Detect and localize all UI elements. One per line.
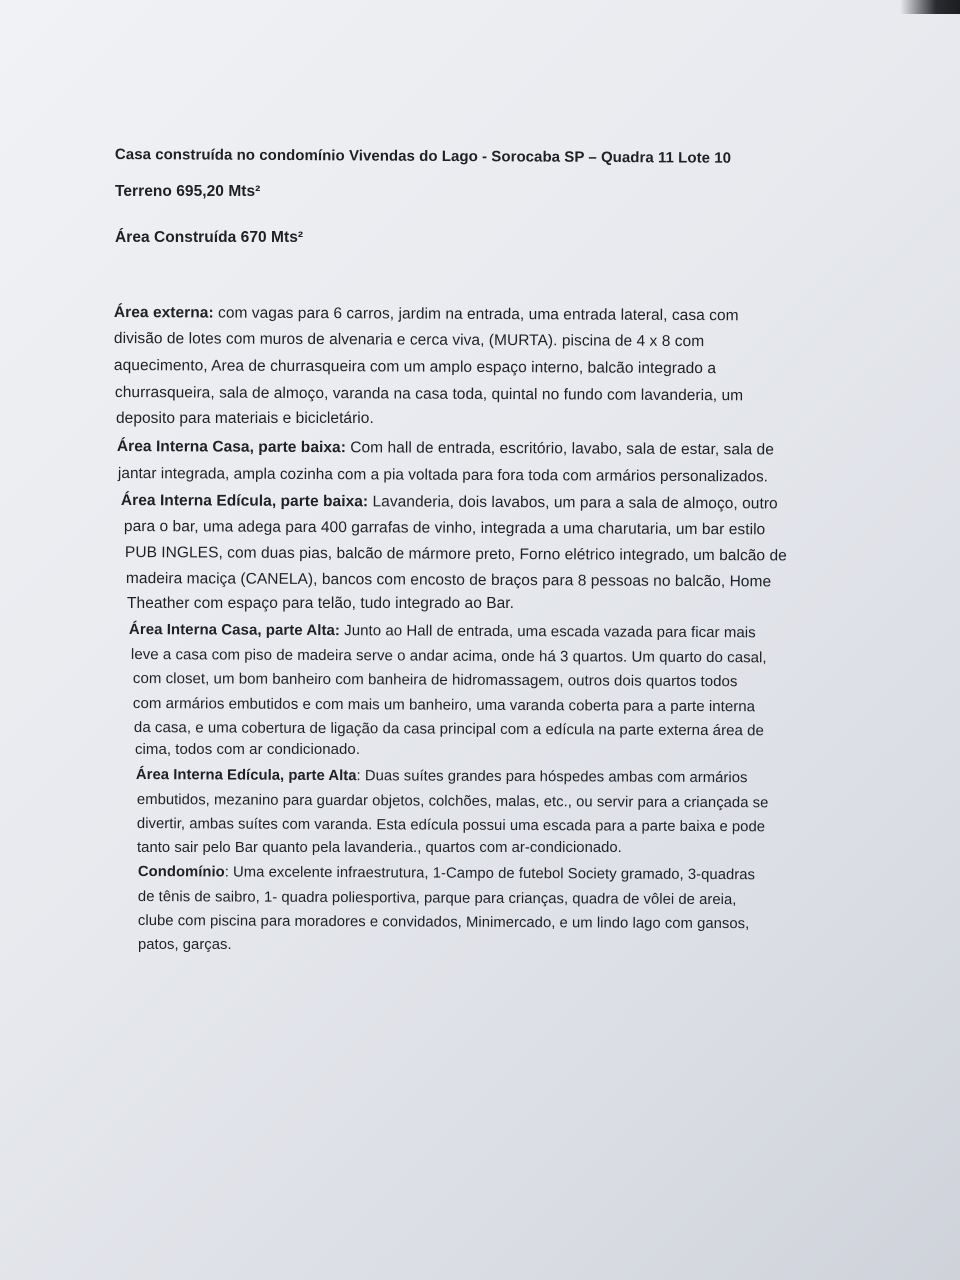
paragraph-casa-baixa-line-1 <box>117 438 774 459</box>
paragraph-area-externa-line-5: deposito para materiais e bicicletário. <box>116 410 374 427</box>
paragraph-edicula-alta-line-4: tanto sair pelo Bar quanto pela lavanderia., quartos com ar-condicionado. <box>137 840 622 856</box>
area-construida-line: Área Construída 670 Mts² <box>115 229 304 246</box>
paragraph-condominio-line-4: patos, garças. <box>138 937 232 953</box>
text: com vagas para 6 carros, jardim na entrada, uma entrada lateral, casa com <box>213 304 739 325</box>
text: Junto ao Hall de entrada, uma escada vazada para ficar mais <box>339 622 756 642</box>
terreno-line: Terreno 695,20 Mts² <box>115 183 261 200</box>
paragraph-edicula-baixa-line-1 <box>121 492 778 513</box>
paragraph-edicula-baixa-line-2: para o bar, uma adega para 400 garrafas de vinho, integrada a uma charutaria, um bar estilo <box>123 518 766 539</box>
paragraph-edicula-baixa-line-4: madeira maciça (CANELA), bancos com encosto de braços para 8 pessoas no balcão, Home <box>125 570 772 591</box>
text: : Duas suítes grandes para hóspedes ambas com armários <box>356 768 748 787</box>
paragraph-area-externa-line-2: divisão de lotes com muros de alvenaria e cerca viva, (MURTA). piscina de 4 x 8 com <box>113 330 705 351</box>
paragraph-casa-alta-line-4: com armários embutidos e com mais um banheiro, uma varanda coberta para a parte interna <box>132 695 756 716</box>
paragraph-condominio-line-3: clube com piscina para moradores e convidados, Minimercado, e um lindo lago com gansos, <box>137 913 750 933</box>
paragraph-edicula-baixa-line-3: PUB INGLES, com duas pias, balcão de mármore preto, Forno elétrico integrado, um balcão de <box>124 544 787 565</box>
paragraph-area-externa-line-1 <box>114 304 739 325</box>
paragraph-casa-alta-line-6: cima, todos com ar condicionado. <box>135 741 361 758</box>
paragraph-condominio-line-1 <box>138 864 755 883</box>
paragraph-edicula-alta-line-3: divertir, ambas suítes com varanda. Esta edícula possui uma escada para a parte baixa e pode <box>136 816 766 836</box>
paragraph-casa-alta-line-5: da casa, e uma cobertura de ligação da casa principal com a edícula na parte externa área de <box>133 719 764 740</box>
paragraph-casa-alta-line-2: leve a casa com piso de madeira serve o andar acima, onde há 3 quartos. Um quarto do casal, <box>130 646 767 667</box>
heading-casa-alta: Área Interna Casa, parte Alta: <box>128 621 341 640</box>
paragraph-edicula-alta-line-1 <box>136 767 748 786</box>
paragraph-area-externa-line-4: churrasqueira, sala de almoço, varanda na casa toda, quintal no fundo com lavanderia, um <box>114 384 744 405</box>
paragraph-edicula-baixa-line-5: Theather com espaço para telão, tudo integrado ao Bar. <box>127 595 515 612</box>
paragraph-edicula-alta-line-2: embutidos, mezanino para guardar objetos, colchões, malas, etc., ou servir para a criançada se <box>136 792 769 812</box>
document-title: Casa construída no condomínio Vivendas do Lago - Sorocaba SP – Quadra 11 Lote 10 <box>114 146 732 167</box>
paragraph-casa-alta-line-3: com closet, um bom banheiro com banheira de hidromassagem, outros dois quartos todos <box>132 670 738 691</box>
heading-casa-baixa: Área Interna Casa, parte baixa: <box>116 438 346 457</box>
paragraph-casa-baixa-line-2: jantar integrada, ampla cozinha com a pia voltada para fora toda com armários personalizados. <box>117 465 769 486</box>
text: : Uma excelente infraestrutura, 1-Campo de futebol Society gramado, 3-quadras <box>224 864 756 884</box>
heading-condominio: Condomínio <box>137 864 225 881</box>
heading-edicula-alta: Área Interna Edícula, parte Alta <box>135 767 357 785</box>
paragraph-casa-alta-line-1 <box>129 621 756 641</box>
heading-area-externa: Área externa: <box>113 304 214 322</box>
text: Com hall de entrada, escritório, lavabo, sala de estar, sala de <box>345 439 774 459</box>
paragraph-area-externa-line-3: aquecimento, Area de churrasqueira com um amplo espaço interno, balcão integrado a <box>113 357 717 378</box>
text: Lavanderia, dois lavabos, um para a sala de almoço, outro <box>368 493 778 513</box>
paragraph-condominio-line-2: de tênis de saibro, 1- quadra poliesportiva, parque para crianças, quadra de vôlei de areia, <box>137 889 737 909</box>
heading-edicula-baixa: Área Interna Edícula, parte baixa: <box>120 492 369 511</box>
